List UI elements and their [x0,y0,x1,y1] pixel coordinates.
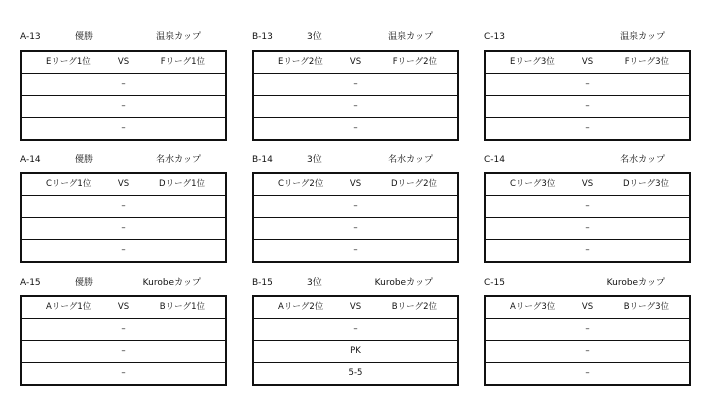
cup-name: Kurobeカップ [606,278,665,288]
bracket-header [252,30,457,44]
score-row [22,363,225,384]
vs-label: VS [117,179,130,189]
left-team: Cリーグ2位 [278,179,324,189]
match-table [252,172,459,263]
teams-row [22,174,225,196]
score-cell: – [585,79,590,89]
vs-label: VS [117,302,130,312]
bracket-c13 [484,30,689,133]
left-team: Aリーグ3位 [510,302,556,312]
right-team: Fリーグ3位 [624,57,669,67]
left-team: Eリーグ1位 [46,57,91,67]
score-cell: 5-5 [348,368,363,378]
match-table [484,172,691,263]
score-row [254,341,457,363]
cup-name: 名水カップ [620,155,665,165]
score-cell: – [585,201,590,211]
match-table [252,50,459,141]
match-rank: 優勝 [75,32,94,42]
bracket-c14 [484,153,689,255]
right-team: Fリーグ2位 [392,57,437,67]
score-row [254,363,457,384]
match-rank: 3位 [307,278,322,288]
bracket-header [252,153,457,167]
right-team: Bリーグ2位 [391,302,437,312]
bracket-c15 [484,276,689,378]
left-team: Cリーグ3位 [510,179,556,189]
match-code: B-14 [252,155,273,165]
match-code: C-14 [484,155,505,165]
bracket-header [20,276,225,290]
left-team: Eリーグ2位 [278,57,323,67]
teams-row [22,52,225,74]
cup-name: Kurobeカップ [374,278,433,288]
score-cell: – [121,201,126,211]
match-code: A-13 [20,32,41,42]
match-table [252,295,459,386]
vs-label: VS [349,179,362,189]
score-cell: – [585,223,590,233]
score-cell: – [585,101,590,111]
bracket-b15 [252,276,457,378]
score-row [22,96,225,118]
vs-label: VS [117,57,130,67]
score-cell: – [585,245,590,255]
match-code: B-15 [252,278,273,288]
score-cell: – [121,101,126,111]
cup-name: 温泉カップ [620,32,665,42]
score-cell: – [121,123,126,133]
score-row [486,218,689,240]
score-row [254,196,457,218]
match-code: A-15 [20,278,41,288]
score-row [254,96,457,118]
bracket-b14 [252,153,457,255]
score-cell: – [353,223,358,233]
match-rank: 3位 [307,32,322,42]
bracket-b13 [252,30,457,133]
score-cell: – [121,324,126,334]
match-code: B-13 [252,32,273,42]
score-row [22,319,225,341]
vs-label: VS [349,302,362,312]
teams-row [254,52,457,74]
score-cell: – [121,245,126,255]
score-cell: – [585,346,590,356]
bracket-header [252,276,457,290]
score-cell: – [121,223,126,233]
match-rank: 3位 [307,155,322,165]
score-row [486,74,689,96]
score-cell: – [353,101,358,111]
left-team: Cリーグ1位 [46,179,92,189]
score-row [22,240,225,261]
bracket-header [20,153,225,167]
bracket-a14 [20,153,225,255]
bracket-a13 [20,30,225,133]
right-team: Bリーグ3位 [623,302,669,312]
match-table [484,50,691,141]
match-table [20,295,227,386]
score-row [22,118,225,139]
score-cell: – [585,123,590,133]
right-team: Dリーグ2位 [391,179,437,189]
score-cell: – [353,79,358,89]
score-cell: – [353,245,358,255]
cup-name: 名水カップ [156,155,201,165]
match-table [484,295,691,386]
cup-name: 温泉カップ [156,32,201,42]
score-row [486,341,689,363]
score-cell: – [585,368,590,378]
teams-row [486,52,689,74]
bracket-header [484,276,689,290]
cup-name: 名水カップ [388,155,433,165]
score-cell: – [353,324,358,334]
score-row [486,363,689,384]
match-table [20,50,227,141]
teams-row [254,297,457,319]
score-cell: – [121,79,126,89]
score-cell: – [121,368,126,378]
teams-row [22,297,225,319]
bracket-header [484,30,689,44]
right-team: Bリーグ1位 [159,302,205,312]
cup-name: 温泉カップ [388,32,433,42]
score-cell: – [353,123,358,133]
score-row [486,319,689,341]
vs-label: VS [581,179,594,189]
teams-row [486,297,689,319]
score-cell: – [121,346,126,356]
score-row [254,74,457,96]
score-row [22,74,225,96]
match-rank: 優勝 [75,278,94,288]
bracket-header [484,153,689,167]
left-team: Aリーグ1位 [46,302,92,312]
left-team: Eリーグ3位 [510,57,555,67]
right-team: Dリーグ1位 [159,179,205,189]
bracket-header [20,30,225,44]
score-row [486,118,689,139]
vs-label: VS [349,57,362,67]
score-cell: – [585,324,590,334]
score-row [22,218,225,240]
right-team: Fリーグ1位 [160,57,205,67]
score-row [254,240,457,261]
score-row [486,240,689,261]
score-row [22,341,225,363]
vs-label: VS [581,302,594,312]
match-table [20,172,227,263]
score-row [486,196,689,218]
cup-name: Kurobeカップ [142,278,201,288]
vs-label: VS [581,57,594,67]
right-team: Dリーグ3位 [623,179,669,189]
match-code: C-13 [484,32,505,42]
score-row [486,96,689,118]
score-cell: – [353,201,358,211]
score-row [254,118,457,139]
left-team: Aリーグ2位 [278,302,324,312]
match-code: A-14 [20,155,41,165]
score-row [254,218,457,240]
score-cell: PK [350,346,361,356]
score-row [254,319,457,341]
teams-row [486,174,689,196]
teams-row [254,174,457,196]
match-code: C-15 [484,278,505,288]
bracket-a15 [20,276,225,378]
match-rank: 優勝 [75,155,94,165]
score-row [22,196,225,218]
